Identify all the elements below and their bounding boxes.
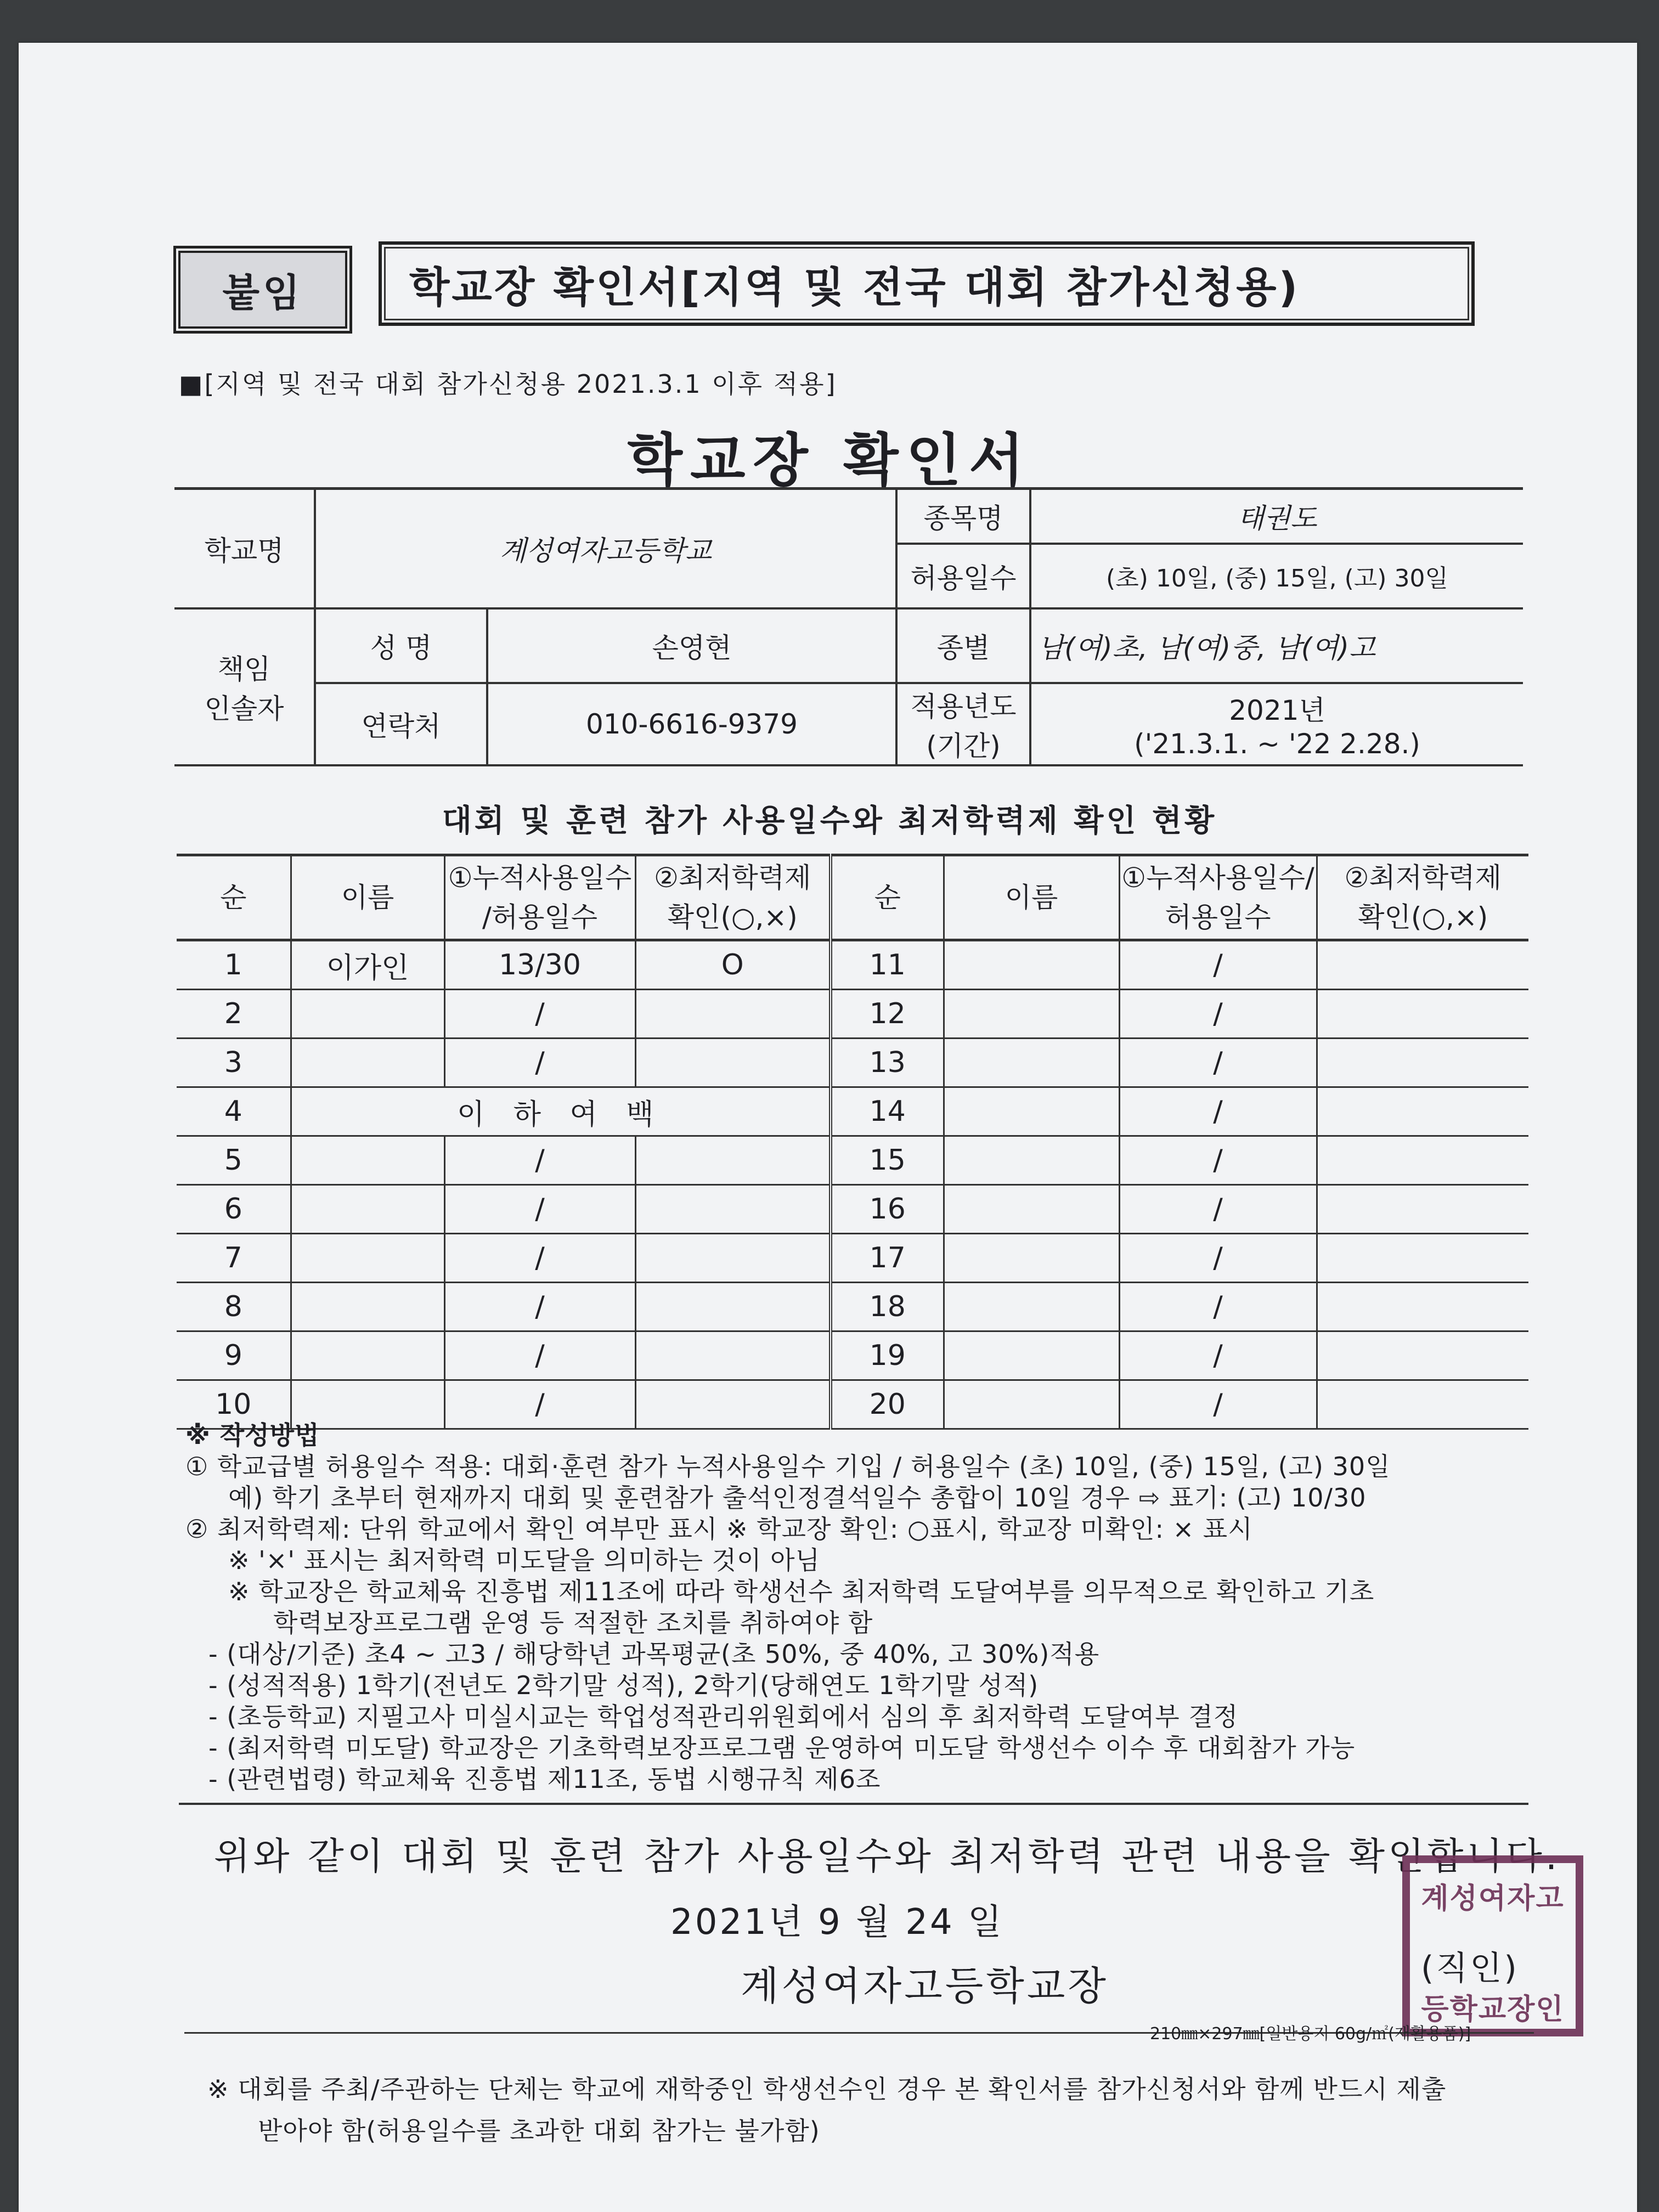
header-check: ②최저학력제 확인(○,×) [635, 855, 831, 940]
table-row [177, 1331, 1528, 1380]
row-days-right: / [1119, 1185, 1317, 1234]
row-check-right [1317, 1185, 1528, 1234]
row-no-right: 20 [831, 1380, 944, 1429]
row-days: / [444, 1283, 635, 1331]
official-seal: 계성여자고 등학교장인 [1402, 1855, 1583, 2036]
row-no-right: 11 [831, 940, 944, 990]
table-row [177, 1039, 1528, 1087]
seal-label: (직인) [1421, 1949, 1519, 1988]
allowed-days-label: 허용일수 [896, 544, 1030, 608]
row-check-right [1317, 990, 1528, 1039]
row-days: / [444, 1234, 635, 1283]
header-no: 순 [177, 855, 291, 940]
principal-signature: 계성여자고등학교장 [741, 1963, 1109, 2009]
row-no: 7 [177, 1234, 291, 1283]
table-row [177, 990, 1528, 1039]
row-name-right [944, 1234, 1119, 1283]
row-name-right [944, 1136, 1119, 1185]
row-days: 13/30 [444, 940, 635, 990]
table-row [177, 1283, 1528, 1331]
contact-value: 010-6616-9379 [487, 683, 896, 765]
header-check-right: ②최저학력제 확인(○,×) [1317, 855, 1528, 940]
name-label: 성 명 [315, 608, 487, 683]
row-no: 4 [177, 1087, 291, 1136]
note-6: - (성적적용) 1학기(전년도 2학기말 성적), 2학기(당해연도 1학기말 성적) [208, 1671, 1039, 1700]
note-2: ② 최저학력제: 단위 학교에서 확인 여부만 표시 ※ 학교장 확인: ○표시, 학교장 미확인: × 표시 [185, 1514, 1253, 1544]
row-check [635, 1283, 831, 1331]
note-9: - (관련법령) 학교체육 진흥법 제11조, 동법 시행규칙 제6조 [208, 1764, 881, 1794]
row-no-right: 13 [831, 1039, 944, 1087]
allowed-days-value: (초) 10일, (중) 15일, (고) 30일 [1030, 544, 1523, 608]
row-check-right [1317, 1136, 1528, 1185]
row-days-right: / [1119, 1087, 1317, 1136]
row-days-right: / [1119, 1039, 1317, 1087]
row-name-right [944, 1185, 1119, 1234]
divider [179, 1803, 1528, 1805]
subtitle: ■[지역 및 전국 대회 참가신청용 2021.3.1 이후 적용] [179, 369, 837, 399]
note-1-example: 예) 학기 초부터 현재까지 대회 및 훈련참가 출석인정결석일수 총합이 10일 경우 ⇨ 표기: (고) 10/30 [228, 1483, 1367, 1513]
row-check-right [1317, 1283, 1528, 1331]
row-days: / [444, 1185, 635, 1234]
header-days: ①누적사용일수 /허용일수 [444, 855, 635, 940]
row-no: 8 [177, 1283, 291, 1331]
row-days-right: / [1119, 1331, 1317, 1380]
row-no-right: 17 [831, 1234, 944, 1283]
row-name-right [944, 1039, 1119, 1087]
row-check [635, 1185, 831, 1234]
note-3: ※ '×' 표시는 최저학력 미도달을 의미하는 것이 아님 [228, 1545, 821, 1575]
row-check-right [1317, 1331, 1528, 1380]
header-title: 학교장 확인서[지역 및 전국 대회 참가신청용) [379, 241, 1475, 326]
row-check-right [1317, 1087, 1528, 1136]
paper-spec: 210㎜×297㎜[일반용지 60g/㎡(재활용품)] [1150, 2024, 1471, 2044]
row-no: 9 [177, 1331, 291, 1380]
header-days-right: ①누적사용일수/ 허용일수 [1119, 855, 1317, 940]
confirmation-text: 위와 같이 대회 및 훈련 참가 사용일수와 최저학력 관련 내용을 확인합니다. [214, 1835, 1561, 1878]
row-no: 2 [177, 990, 291, 1039]
note-5: - (대상/기준) 초4 ~ 고3 / 해당학년 과목평균(초 50%, 중 40%, 고 30%)적용 [208, 1639, 1100, 1669]
row-no-right: 18 [831, 1283, 944, 1331]
row-no-right: 12 [831, 990, 944, 1039]
gender-value: 남(여)초, 남(여)중, 남(여)고 [1030, 608, 1523, 683]
note-4-cont: 학력보장프로그램 운영 등 적절한 조치를 취하여야 함 [273, 1608, 873, 1638]
row-check [635, 1331, 831, 1380]
row-check-right [1317, 940, 1528, 990]
row-days-right: / [1119, 1283, 1317, 1331]
table-row [177, 940, 1528, 990]
attachment-tag: 붙임 [173, 246, 352, 334]
info-table [174, 487, 1523, 766]
header-name: 이름 [291, 855, 444, 940]
issue-date: 2021년 9 월 24 일 [670, 1902, 1004, 1943]
row-check-right [1317, 1039, 1528, 1087]
row-name [291, 990, 444, 1039]
row-check [635, 1136, 831, 1185]
table-row [177, 1087, 1528, 1136]
row-days: / [444, 1136, 635, 1185]
row-no-right: 19 [831, 1331, 944, 1380]
row-check [635, 1234, 831, 1283]
row-no-right: 16 [831, 1185, 944, 1234]
row-name [291, 1283, 444, 1331]
note-1: ① 학교급별 허용일수 적용: 대회·훈련 참가 누적사용일수 기입 / 허용일수 (초) 10일, (중) 15일, (고) 30일 [185, 1452, 1391, 1481]
row-days-right: / [1119, 1136, 1317, 1185]
row-days: / [444, 1331, 635, 1380]
instructions [185, 1420, 1535, 1795]
row-days-right: / [1119, 1380, 1317, 1429]
table-row [177, 1136, 1528, 1185]
notes-heading: ※ 작성방법 [185, 1420, 320, 1450]
row-name-right [944, 1087, 1119, 1136]
note-4: ※ 학교장은 학교체육 진흥법 제11조에 따라 학생선수 최저학력 도달여부를 의무적으로 확인하고 기초 [228, 1577, 1375, 1606]
school-label: 학교명 [174, 489, 315, 608]
row-name [291, 1185, 444, 1234]
row-name [291, 1136, 444, 1185]
row-no-right: 14 [831, 1087, 944, 1136]
event-label: 종목명 [896, 489, 1030, 544]
row-no-right: 15 [831, 1136, 944, 1185]
row-check-right [1317, 1234, 1528, 1283]
row-name-right [944, 990, 1119, 1039]
header-name-right: 이름 [944, 855, 1119, 940]
row-days-right: / [1119, 940, 1317, 990]
row-name-right [944, 1331, 1119, 1380]
gender-label: 종별 [896, 608, 1030, 683]
page-title: 학교장 확인서 [627, 427, 1032, 494]
footer-note: ※ 대회를 주최/주관하는 단체는 학교에 재학중인 학생선수인 경우 본 확인서를 참가신청서와 함께 반드시 제출 받아야 함(허용일수를 초과한 대회 참가는 불가함) [207, 2074, 1447, 2146]
row-name [291, 1234, 444, 1283]
row-no: 1 [177, 940, 291, 990]
row-check [635, 1039, 831, 1087]
section-title: 대회 및 훈련 참가 사용일수와 최저학력제 확인 현황 [442, 803, 1217, 839]
attendance-table [177, 854, 1528, 1430]
contact-label: 연락처 [315, 683, 487, 765]
year-value: 2021년 ('21.3.1. ~ '22 2.28.) [1030, 683, 1523, 765]
row-name-right [944, 940, 1119, 990]
row-check: O [635, 940, 831, 990]
row-days-right: / [1119, 990, 1317, 1039]
blank-note: 이 하 여 백 [291, 1087, 831, 1136]
row-name [291, 1039, 444, 1087]
table-row [177, 1185, 1528, 1234]
row-name [291, 1331, 444, 1380]
row-no: 3 [177, 1039, 291, 1087]
table-row [177, 1234, 1528, 1283]
row-days: / [444, 1039, 635, 1087]
header-no-right: 순 [831, 855, 944, 940]
row-days: / [444, 990, 635, 1039]
note-8: - (최저학력 미도달) 학교장은 기초학력보장프로그램 운영하여 미도달 학생선수 이수 후 대회참가 가능 [208, 1733, 1356, 1763]
row-days: / [444, 1380, 635, 1429]
note-7: - (초등학교) 지필고사 미실시교는 학업성적관리위원회에서 심의 후 최저학력 도달여부 결정 [208, 1702, 1239, 1731]
row-no: 10 [177, 1380, 291, 1429]
row-check [635, 990, 831, 1039]
school-value: 계성여자고등학교 [315, 489, 896, 608]
event-value: 태권도 [1030, 489, 1523, 544]
name-value: 손영현 [487, 608, 896, 683]
row-no: 5 [177, 1136, 291, 1185]
row-days-right: / [1119, 1234, 1317, 1283]
guardian-label: 책임 인솔자 [174, 608, 315, 765]
row-name-right [944, 1283, 1119, 1331]
year-label: 적용년도 (기간) [896, 683, 1030, 765]
row-name: 이가인 [291, 940, 444, 990]
row-no: 6 [177, 1185, 291, 1234]
